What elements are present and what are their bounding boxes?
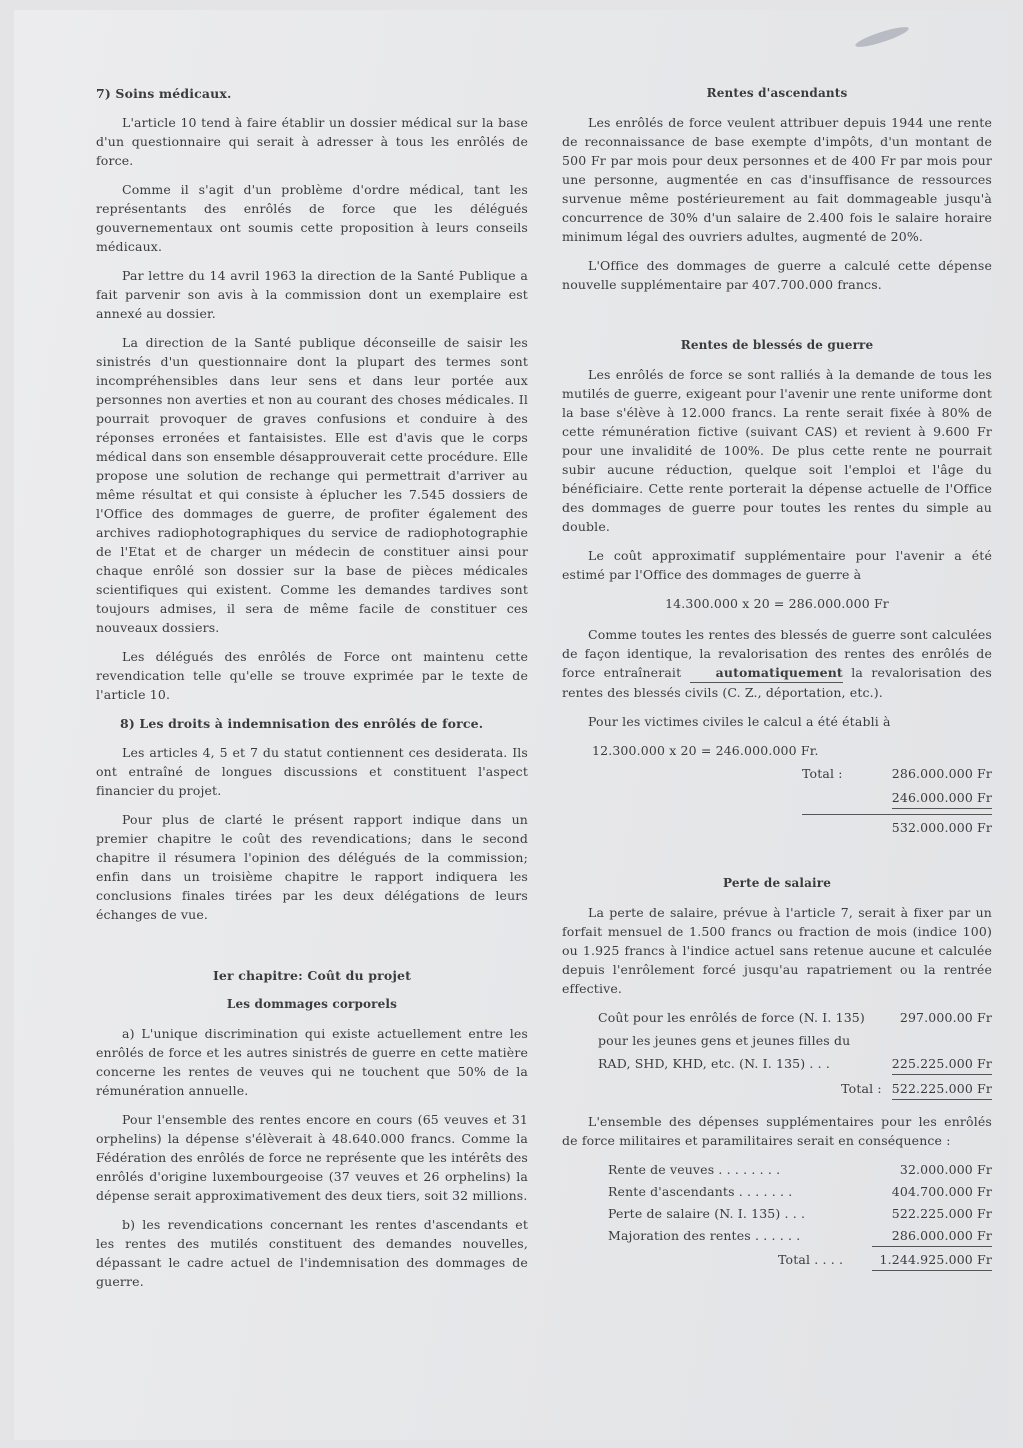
cost-total-row: Total : 522.225.000 Fr [562, 1079, 992, 1100]
section-8-heading: 8) Les droits à indemnisation des enrôlés de force. [120, 716, 484, 731]
expense-list [562, 1160, 992, 1271]
paragraph: Les délégués des enrôlés de Force ont maintenu cette revendication telle qu'elle se trouve exprimée par le texte de l'article 10. [96, 649, 528, 702]
total-value: 246.000.000 Fr [892, 788, 992, 809]
paragraph: Comme il s'agit d'un problème d'ordre médical, tant les représentants des enrôlés de force que les délégués gouvernementaux ont soumis cette proposition à leurs conseils médicaux. [96, 182, 528, 254]
section-7-heading: 7) Soins médicaux. [96, 86, 232, 101]
paragraph: Les enrôlés de force se sont ralliés à la demande de tous les mutilés de guerre, exigeant pour l'avenir une rente uniforme dont la base s'élève à 12.000 francs. La rente serait fixée à 80% de cette rémunération fictive (suivant CAS) et revient à 9.600 Fr pour une invalidité de 100%. De plus cette rente ne pourrait subir aucune réduction, quelque soit l'emploi et l'âge du bénéficiaire. Cette rente porterait la dépense actuelle de l'Office des dommages de guerre pour toutes les rentes du simple au double. [562, 367, 992, 534]
paragraph: Par lettre du 14 avril 1963 la direction de la Santé Publique a fait parvenir son avis à la commission dont un exemplaire est annexé au dossier. [96, 268, 528, 321]
list-item: Majoration des rentes . . . . . . 286.000.000 Fr [562, 1226, 992, 1247]
pen-mark [854, 24, 910, 51]
list-item: Rente de veuves . . . . . . . . 32.000.000 Fr [608, 1162, 992, 1177]
document-page [14, 10, 1008, 1440]
cost-row: Coût pour les enrôlés de force (N. I. 135) 297.000.00 Fr [598, 1010, 992, 1025]
total-label: Total : [802, 766, 843, 781]
subsection-title: Perte de salaire [723, 876, 831, 890]
paragraph: Le coût approximatif supplémentaire pour l'avenir a été estimé par l'Office des dommages de guerre à [562, 548, 992, 582]
left-column [96, 84, 528, 1301]
paragraph: Les enrôlés de force veulent attribuer depuis 1944 une rente de reconnaissance de base exempte d'impôts, d'un montant de 500 Fr par mois pour deux personnes et de 400 Fr par mois pour une personne, augmentée en cas d'insuffisance de ressources survenue même postérieurement au fait dommageable jusqu'à concurrence de 30% d'un salaire de 2.400 fois le salaire horaire minimum légal des ouvriers adultes, augmenté de 20%. [562, 115, 992, 244]
formula: 12.300.000 x 20 = 246.000.000 Fr. [592, 743, 819, 758]
total-value: 286.000.000 Fr [891, 766, 992, 781]
paragraph: a) L'unique discrimination qui existe actuellement entre les enrôlés de force et les autres sinistrés de guerre en cette matière concerne les rentes de veuves qui ne touchent que 50% de la rémunération annuelle. [96, 1026, 528, 1098]
paragraph: L'article 10 tend à faire établir un dossier médical sur la base d'un questionnaire qui serait à adresser à tous les enrôlés de force. [96, 115, 528, 168]
paragraph: Comme toutes les rentes des blessés de guerre sont calculées de façon identique, la revalorisation des rentes des enrôlés de force entraînerait automatiquement la revalorisation des rentes des blessés civils (C. Z., déportation, etc.). [562, 627, 992, 700]
paragraph: Pour l'ensemble des rentes encore en cours (65 veuves et 31 orphelins) la dépense s'élèverait à 48.640.000 francs. Comme la Fédération des enrôlés de force ne représente que les intérêts des enrôlés d'origine luxembourgeoise (37 veuves et 26 orphelins) la dépense serait approximativement des deux tiers, soit 32 millions. [96, 1112, 528, 1203]
chapter-title: Ier chapitre: Coût du projet [212, 968, 412, 983]
paragraph: Les articles 4, 5 et 7 du statut contiennent ces desiderata. Ils ont entraîné de longues discussions et constituent l'aspect financier du projet. [96, 745, 528, 798]
subsection-title: Les dommages corporels [226, 997, 398, 1011]
right-column [562, 84, 992, 1274]
emphasis: automatiquement [690, 663, 843, 683]
list-item: Rente d'ascendants . . . . . . . 404.700.000 Fr [608, 1184, 992, 1199]
subsection-title: Rentes d'ascendants [706, 86, 848, 100]
paragraph: La perte de salaire, prévue à l'article 7, serait à fixer par un forfait mensuel de 1.500 francs ou fraction de mois (indice 100) ou 1.925 francs à l'indice actuel sans retenue aucune et calculée depuis l'enrôlement forcé jusqu'au rapatriement ou la rentrée effective. [562, 905, 992, 996]
cost-row: RAD, SHD, KHD, etc. (N. I. 135) . . . 225.225.000 Fr [562, 1054, 992, 1075]
paragraph: L'ensemble des dépenses supplémentaires pour les enrôlés de force militaires et paramilitaires serait en conséquence : [562, 1114, 992, 1148]
formula: 14.300.000 x 20 = 286.000.000 Fr [665, 596, 889, 611]
paragraph: b) les revendications concernant les rentes d'ascendants et les rentes des mutilés constituent des demandes nouvelles, dépassant le cadre actuel de l'indemnisation des dommages de guerre. [96, 1217, 528, 1289]
cost-row: pour les jeunes gens et jeunes filles du [598, 1033, 851, 1048]
total-block [802, 764, 992, 837]
subsection-title: Rentes de blessés de guerre [680, 338, 874, 352]
paragraph: L'Office des dommages de guerre a calculé cette dépense nouvelle supplémentaire par 407.700.000 francs. [562, 258, 992, 292]
paragraph: Pour plus de clarté le présent rapport indique dans un premier chapitre le coût des revendications; dans le second chapitre il résumera l'opinion des délégués de la commission; enfin dans un troisième chapitre le rapport indiquera les conclusions finales tirées par les deux délégations de leurs échanges de vue. [96, 812, 528, 922]
paragraph: La direction de la Santé publique déconseille de saisir les sinistrés d'un questionnaire dont la plupart des termes sont incompréhensibles dans leur sens et dans leur portée aux personnes non averties et non au courant des choses médicales. Il pourrait provoquer de graves confusions et conduire à des réponses erronées et fantaisistes. Elle est d'avis que le corps médical dans son ensemble désapprouverait cette procédure. Elle propose une solution de rechange qui permettrait d'arriver au même résultat et qui consiste à éplucher les 7.545 dossiers de l'Office des dommages de guerre, de profiter également des archives radiophotographiques du service de radiophotographie de l'Etat et de charger un médecin de constituer ainsi pour chaque enrôlé son dossier sur la base de pièces médicales scientifiques qui existent. Comme les demandes tardives sont toujours admises, il sera de même facile de constituer ces nouveaux dossiers. [96, 335, 528, 635]
list-item: Perte de salaire (N. I. 135) . . . 522.225.000 Fr [608, 1206, 992, 1221]
paragraph: Pour les victimes civiles le calcul a été établi à [588, 714, 891, 729]
grand-total-row: Total . . . . 1.244.925.000 Fr [562, 1250, 992, 1271]
total-value: 532.000.000 Fr [891, 820, 992, 835]
